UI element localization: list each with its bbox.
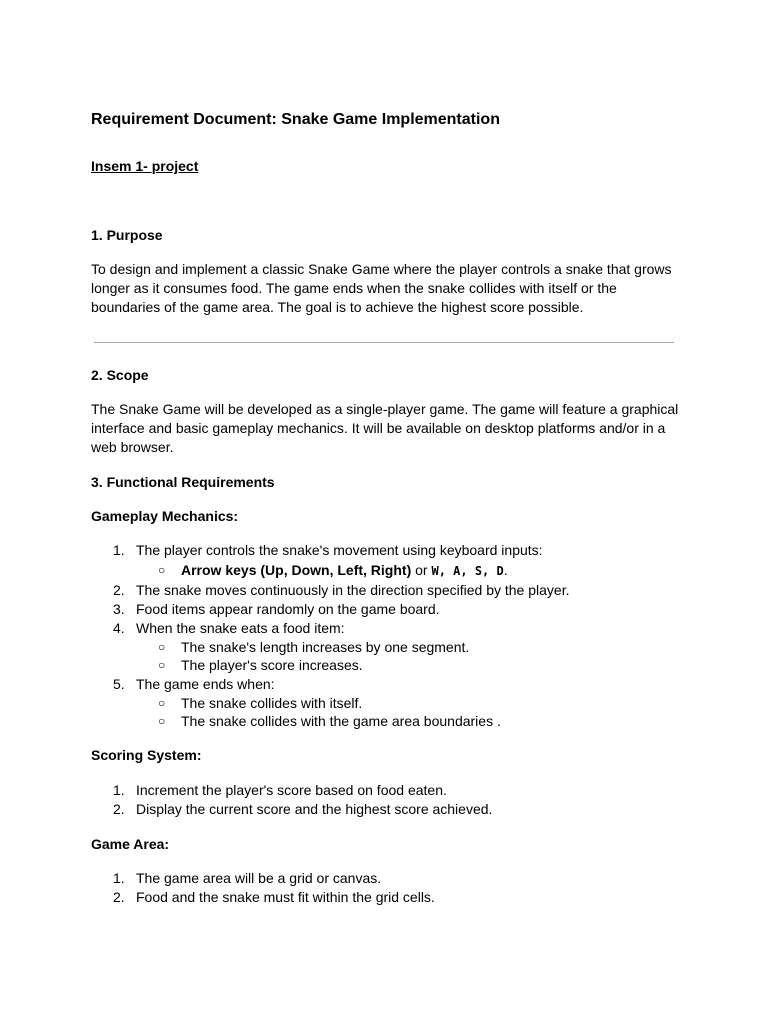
scope-line: web browser.	[91, 439, 174, 455]
purpose-paragraph	[91, 260, 681, 317]
arrow-keys-text: Arrow keys (Up, Down, Left, Right)	[181, 562, 412, 578]
game-area-heading: Game Area:	[91, 836, 170, 852]
list-text: Food and the snake must fit within the grid cells.	[136, 889, 435, 905]
list-text: The game area will be a grid or canvas.	[136, 870, 382, 886]
wasd-keys-text: W, A, S, D	[431, 564, 504, 578]
purpose-line: To design and implement a classic Snake Game where the player controls a snake that grows	[91, 261, 672, 277]
section-divider	[94, 342, 674, 343]
list-text: Food items appear randomly on the game board.	[136, 601, 440, 617]
hollow-circle-bullet-icon: ○	[158, 640, 166, 654]
sub-list-text: The snake collides with the game area boundaries .	[181, 713, 501, 729]
hollow-circle-bullet-icon: ○	[158, 658, 166, 672]
list-text: The game ends when:	[136, 676, 275, 692]
list-text: When the snake eats a food item:	[136, 620, 345, 636]
sub-list-text: The player's score increases.	[181, 657, 363, 673]
hollow-circle-bullet-icon: ○	[158, 696, 166, 710]
document-subtitle: Insem 1- project	[91, 158, 199, 174]
gameplay-mechanics-heading: Gameplay Mechanics:	[91, 508, 239, 524]
scope-line: interface and basic gameplay mechanics. It will be available on desktop platforms and/or in a	[91, 420, 666, 436]
or-text: or	[411, 562, 432, 578]
list-text: Increment the player's score based on food eaten.	[136, 782, 447, 798]
functional-requirements-heading: 3. Functional Requirements	[91, 474, 275, 490]
sub-list-text: The snake's length increases by one segment.	[181, 639, 470, 655]
purpose-line: longer as it consumes food. The game ends when the snake collides with itself or the	[91, 280, 617, 296]
sub-list-text: The snake collides with itself.	[181, 695, 363, 711]
purpose-line: boundaries of the game area. The goal is to achieve the highest score possible.	[91, 299, 584, 315]
document-page: Requirement Document: Snake Game Implementation Insem 1- project 1. Purpose To design and implement a classic Snake Game where the player controls a snake that grows longer as it consumes food. The game ends when the snake collides with itself or the boundaries of the game area. The goal is to achieve the highest score possible. 2. Scope The Snake Game will be developed as a single-player game. The game will feature a graphical interface and basic gameplay mechanics. It will be available on desktop platforms and/or in a web browser. 3. Functional Requirements Gameplay Mechanics: 1. The player controls the snake's movement using keyboard inputs: ○ Arrow keys (Up, Down, Left, Right) or W, A, S, D. 2. The snake moves continuously in the direction specified by the player. 3. Food items appear randomly on the game board. 4. When the snake eats a food item: ○ The snake's length increases by one segment. ○ The player's score increases. 5. The game ends when: ○ The snake collides with itself. ○ The snake collides with the game area boundaries . Scoring System: 1. Increment the player's score based on food eaten. 2. Display the current score and the highest score achieved. Game Area: 1. The game area will be a grid or canvas. 2. Food and the snake must fit within the grid cells.	[0, 0, 768, 1024]
scoring-system-heading: Scoring System:	[91, 747, 202, 763]
list-text: Display the current score and the highest score achieved.	[136, 801, 493, 817]
document-title: Requirement Document: Snake Game Implementation	[91, 111, 500, 128]
sub-list-text	[181, 561, 508, 581]
purpose-heading: 1. Purpose	[91, 227, 163, 243]
hollow-circle-bullet-icon: ○	[158, 563, 166, 577]
list-text: The snake moves continuously in the direction specified by the player.	[136, 582, 570, 598]
scope-line: The Snake Game will be developed as a single-player game. The game will feature a graphical	[91, 401, 679, 417]
scope-paragraph	[91, 400, 681, 457]
period-text: .	[503, 562, 508, 578]
hollow-circle-bullet-icon: ○	[158, 714, 166, 728]
list-text: The player controls the snake's movement using keyboard inputs:	[136, 542, 543, 558]
scope-heading: 2. Scope	[91, 367, 149, 383]
